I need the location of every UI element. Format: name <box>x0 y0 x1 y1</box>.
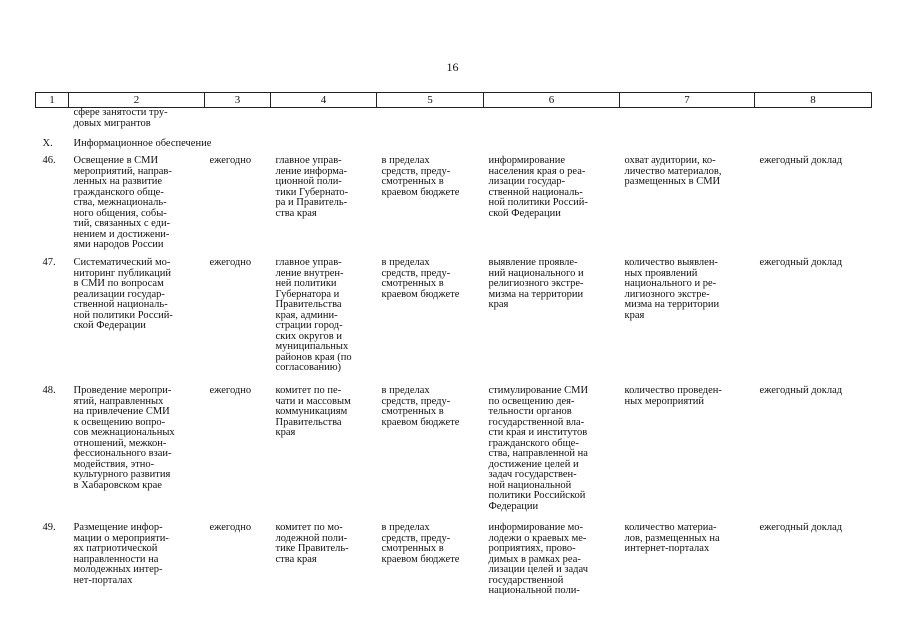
cell-period: ежегодно <box>209 257 252 268</box>
cell-funding: в пределах средств, преду- смотренных в краевом бюджете <box>381 155 460 198</box>
cell-report: ежегодный доклад <box>759 385 843 396</box>
cell-event: Систематический мо- ниторинг публикаций в СМИ по вопросам реализации государ- ственной националь- ной политики Россий- ской Федерации <box>73 257 173 331</box>
cell-result: выявление проявле- ний национального и религиозного экстре- мизма на территории края <box>488 257 584 310</box>
cell-empty <box>484 108 620 136</box>
col-header: 7 <box>620 93 755 108</box>
cell-report: ежегодный доклад <box>759 522 843 533</box>
cell-empty <box>620 108 755 136</box>
col-header: 8 <box>755 93 872 108</box>
table-row <box>36 153 872 255</box>
cell-executor: главное управ- ление внутрен- ней политики Губернатора и Правительства края, админи- страции город- ских округов и муниципальных районов края (по согласованию) <box>275 257 352 373</box>
col-header: 2 <box>69 93 205 108</box>
cell-result: стимулирование СМИ по освещению дея- тельности органов государственной вла- сти края и институтов гражданского обще- ства, направленной на достижение целей и задач государствен- ной национальной политики Российской Федерации <box>488 385 589 512</box>
section-title: Информационное обеспечение <box>73 138 212 149</box>
section-number: X. <box>42 138 53 149</box>
cell-event: Размещение инфор- мации о мероприяти- ях патриотической направленности на молодежных интер- нет-порталах <box>73 522 169 586</box>
section-cell <box>69 135 872 153</box>
cell-event: сфере занятости тру- довых мигрантов <box>73 107 168 129</box>
cell-funding: в пределах средств, преду- смотренных в краевом бюджете <box>381 385 460 428</box>
col-header: 3 <box>205 93 271 108</box>
cell-empty <box>205 108 271 136</box>
page-number: 16 <box>446 60 459 74</box>
col-header: 6 <box>484 93 620 108</box>
cell-period: ежегодно <box>209 385 252 396</box>
cell-report: ежегодный доклад <box>759 155 843 166</box>
cell-num: 48. <box>42 385 56 396</box>
cell-report: ежегодный доклад <box>759 257 843 268</box>
cell-period: ежегодно <box>209 522 252 533</box>
table-header <box>36 93 872 108</box>
cell-executor: комитет по мо- лодежной поли- тике Правитель- ства края <box>275 522 349 565</box>
cell-period: ежегодно <box>209 155 252 166</box>
cell-result: информирование населения края о реа- лизации государ- ственной националь- ной политики Россий- ской Федерации <box>488 155 588 219</box>
cell-indicator: количество материа- лов, размещенных на интернет-порталах <box>624 522 720 554</box>
cell-event: Проведение меропри- ятий, направленных на привлечение СМИ к освещению вопро- сов межнациональных отношений, межкон- фессионального взаи- модействия, этно- культурного развития в Хабаровском крае <box>73 385 175 491</box>
cell-empty <box>755 108 872 136</box>
cell-indicator: охват аудитории, ко- личество материалов, размещенных в СМИ <box>624 155 722 187</box>
cell-num: 46. <box>42 155 56 166</box>
cell-executor: главное управ- ление информа- ционной поли- тики Губернато- ра и Правитель- ства края <box>275 155 349 219</box>
cell-event: Освещение в СМИ мероприятий, направ- ленных на развитие гражданского обще- ства, межнациональ- ного общения, собы- тий, связанных с еди- нением и достижени- ями народов России <box>73 155 172 250</box>
cell-num: 47. <box>42 257 56 268</box>
table-row <box>36 255 872 383</box>
section-row <box>36 135 872 153</box>
col-header: 5 <box>377 93 484 108</box>
cell-empty <box>271 108 377 136</box>
cell-empty <box>377 108 484 136</box>
cell-executor: комитет по пе- чати и массовым коммуникациям Правительства края <box>275 385 351 438</box>
col-header: 1 <box>36 93 69 108</box>
cell-funding: в пределах средств, преду- смотренных в краевом бюджете <box>381 257 460 300</box>
table-body <box>36 108 872 614</box>
continuation-row <box>36 108 872 136</box>
cell-num <box>36 108 69 136</box>
cell-funding: в пределах средств, преду- смотренных в краевом бюджете <box>381 522 460 565</box>
col-header: 4 <box>271 93 377 108</box>
cell-indicator: количество проведен- ных мероприятий <box>624 385 722 407</box>
header-row <box>36 93 872 108</box>
cell-result: информирование мо- лодежи о краевых ме- роприятиях, прово- димых в рамках реа- лизации целей и задач государственной национальной поли- <box>488 522 588 596</box>
plan-table <box>35 92 872 613</box>
cell-num: 49. <box>42 522 56 533</box>
table-row <box>36 520 872 613</box>
table-row <box>36 383 872 520</box>
cell-indicator: количество выявлен- ных проявлений национального и ре- лигиозного экстре- мизма на территории края <box>624 257 720 321</box>
